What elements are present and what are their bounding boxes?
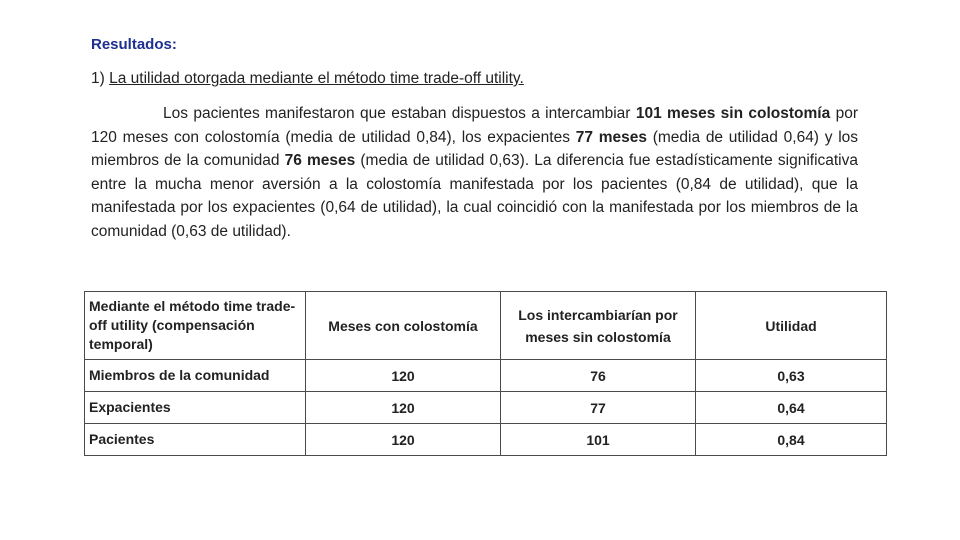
paragraph-text-4: (media de utilidad 0,63). La diferencia fue estadísticamente significativa entre la mucha menor aversión a la colostomía manifestada por los pacientes (0,84 de utilidad), que la manifestada por los expacientes (0,64 de utilidad), la cual coincidió con la manifestada por los miembros de la comunidad (0,63 de utilidad). bbox=[91, 152, 859, 240]
row-group: Pacientes bbox=[85, 424, 306, 456]
subsection-text: La utilidad otorgada mediante el método time trade-off utility. bbox=[109, 70, 524, 87]
row-months-without: 76 bbox=[501, 360, 696, 392]
row-group: Miembros de la comunidad bbox=[85, 360, 306, 392]
paragraph-bold-2: 77 meses bbox=[575, 128, 647, 146]
row-months-without: 101 bbox=[501, 424, 696, 456]
header-months-with: Meses con colostomía bbox=[306, 292, 501, 360]
row-utility: 0,63 bbox=[696, 360, 887, 392]
header-method: Mediante el método time trade-off utility (compensación temporal) bbox=[85, 292, 306, 360]
section-heading: Resultados: bbox=[91, 36, 177, 53]
row-utility: 0,64 bbox=[696, 392, 887, 424]
table-header-row bbox=[85, 292, 887, 360]
subsection-number: 1) bbox=[91, 70, 105, 87]
paragraph-text-3: (media de utilidad 0,64) y los miembros de la comunidad bbox=[91, 128, 859, 169]
paragraph-text-1: Los pacientes manifestaron que estaban dispuestos a intercambiar bbox=[163, 105, 636, 122]
paragraph-bold-1: 101 meses sin colostomía bbox=[635, 105, 831, 122]
table-row bbox=[85, 392, 887, 424]
row-months-with: 120 bbox=[306, 360, 501, 392]
header-months-without: Los intercambiarían por meses sin colostomía bbox=[501, 292, 696, 360]
table-row bbox=[85, 360, 887, 392]
subsection-title bbox=[91, 70, 524, 88]
row-utility: 0,84 bbox=[696, 424, 887, 456]
paragraph-text-2: por 120 meses con colostomía (media de utilidad 0,84), los expacientes bbox=[91, 105, 859, 146]
row-months-with: 120 bbox=[306, 424, 501, 456]
row-months-without: 77 bbox=[501, 392, 696, 424]
results-table bbox=[84, 291, 887, 456]
paragraph-bold-3: 76 meses bbox=[284, 152, 356, 169]
header-utility: Utilidad bbox=[696, 292, 887, 360]
results-paragraph bbox=[91, 102, 858, 243]
row-group: Expacientes bbox=[85, 392, 306, 424]
table-row bbox=[85, 424, 887, 456]
row-months-with: 120 bbox=[306, 392, 501, 424]
